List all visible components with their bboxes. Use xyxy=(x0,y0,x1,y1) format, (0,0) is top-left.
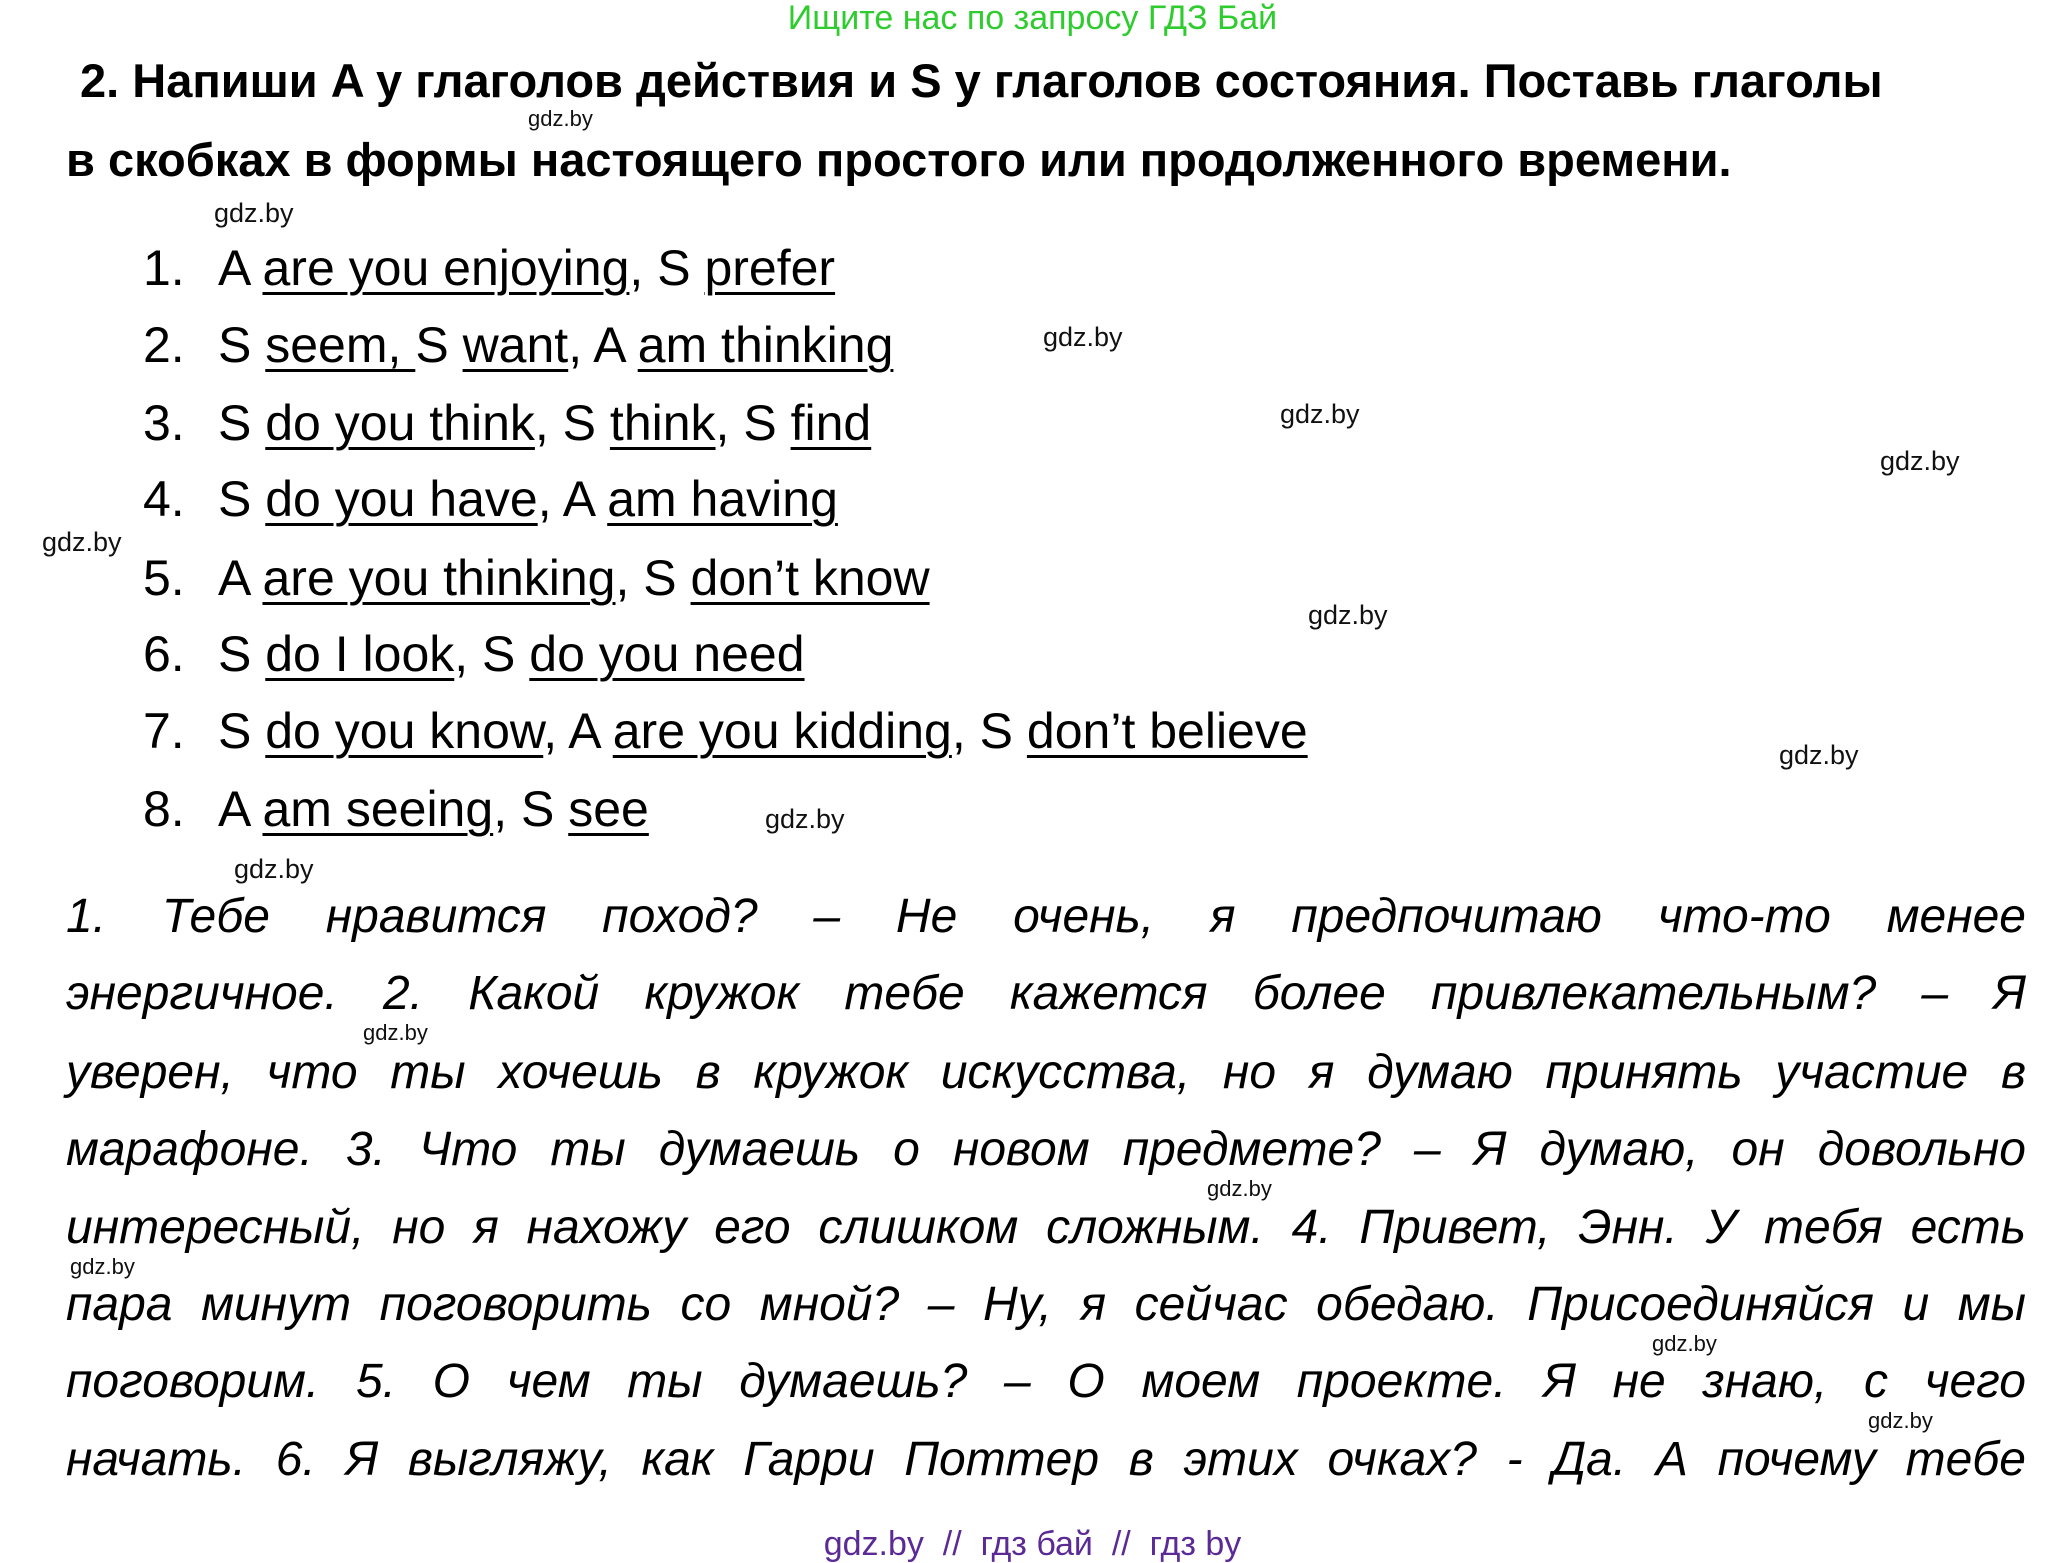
watermark: gdz.by xyxy=(1207,1176,1272,1201)
answer-item xyxy=(218,551,930,606)
verb-answer: don’t know xyxy=(690,550,930,606)
verb-type-label: S xyxy=(218,317,266,373)
answer-item xyxy=(218,472,838,527)
verb-answer: do you think xyxy=(265,395,535,451)
verb-type-label: S xyxy=(218,395,266,451)
watermark: gdz.by xyxy=(1308,600,1388,630)
verb-answer: find xyxy=(790,395,872,451)
answer-number: 2. xyxy=(143,317,185,373)
verb-type-label: , A xyxy=(568,317,638,373)
watermark: gdz.by xyxy=(1779,740,1859,770)
verb-type-label: , S xyxy=(493,781,569,837)
translation-line: поговорим. 5. О чем ты думаешь? – О моем проекте. Я не знаю, с чего xyxy=(66,1355,2026,1408)
verb-answer: am having xyxy=(607,471,838,527)
verb-answer: do you have xyxy=(265,471,538,527)
verb-answer: seem, xyxy=(265,317,416,373)
answer-item xyxy=(218,704,1308,759)
verb-answer: do you need xyxy=(529,626,805,682)
watermark: gdz.by xyxy=(765,804,845,834)
verb-type-label: A xyxy=(218,781,263,837)
footer-text: gdz.by // гдз бай // гдз by xyxy=(823,1525,1242,1563)
answer-item xyxy=(218,318,893,373)
verb-type-label: S xyxy=(218,471,266,527)
verb-answer: are you enjoying xyxy=(262,240,630,296)
watermark: gdz.by xyxy=(363,1020,428,1045)
watermark: gdz.by xyxy=(528,106,593,131)
answer-number: 7. xyxy=(143,703,185,759)
verb-type-label: , S xyxy=(951,703,1027,759)
verb-answer: see xyxy=(568,781,649,837)
verb-answer: do you know xyxy=(265,703,544,759)
verb-answer: think xyxy=(609,395,716,451)
verb-answer: want xyxy=(462,317,569,373)
watermark: gdz.by xyxy=(234,854,314,884)
verb-answer: are you kidding xyxy=(612,703,952,759)
translation-line: 1. Тебе нравится поход? – Не очень, я предпочитаю что-то менее xyxy=(66,890,2026,943)
verb-type-label: , S xyxy=(615,550,691,606)
watermark: gdz.by xyxy=(42,527,122,557)
watermark: gdz.by xyxy=(214,198,294,228)
search-hint: Ищите нас по запросу ГДЗ Бай xyxy=(787,0,1278,37)
verb-answer: are you thinking xyxy=(262,550,616,606)
verb-type-label: S xyxy=(218,626,266,682)
task-heading-line-2: в скобках в формы настоящего простого или продолженного времени. xyxy=(66,133,1732,186)
verb-type-label: , S xyxy=(629,240,705,296)
translation-line: энергичное. 2. Какой кружок тебе кажется более привлекательным? – Я xyxy=(66,967,2026,1020)
watermark: gdz.by xyxy=(1868,1408,1933,1433)
translation-line: начать. 6. Я выгляжу, как Гарри Поттер в этих очках? - Да. А почему тебе xyxy=(66,1433,2026,1486)
watermark: gdz.by xyxy=(1043,322,1123,352)
verb-answer: do I look xyxy=(265,626,455,682)
answer-number: 1. xyxy=(143,240,185,296)
verb-type-label: S xyxy=(415,317,463,373)
answer-number: 5. xyxy=(143,550,185,606)
translation-line: уверен, что ты хочешь в кружок искусства, но я думаю принять участие в xyxy=(66,1046,2026,1099)
translation-line: интересный, но я нахожу его слишком сложным. 4. Привет, Энн. У тебя есть xyxy=(66,1201,2026,1254)
task-heading-line-1: 2. Напиши A у глаголов действия и S у глаголов состояния. Поставь глаголы xyxy=(80,54,1883,107)
answer-item xyxy=(218,627,805,682)
watermark: gdz.by xyxy=(1280,399,1360,429)
answer-number: 3. xyxy=(143,395,185,451)
verb-answer: am seeing xyxy=(262,781,494,837)
answer-item xyxy=(218,396,871,451)
answer-number: 4. xyxy=(143,471,185,527)
verb-type-label: , S xyxy=(534,395,610,451)
translation-line: марафоне. 3. Что ты думаешь о новом предмете? – Я думаю, он довольно xyxy=(66,1123,2026,1176)
answer-item xyxy=(218,241,835,296)
footer-links xyxy=(0,1526,2065,1563)
verb-type-label: S xyxy=(218,703,266,759)
verb-type-label: , A xyxy=(543,703,613,759)
verb-type-label: A xyxy=(218,550,263,606)
watermark: gdz.by xyxy=(1652,1331,1717,1356)
answer-item xyxy=(218,782,649,837)
verb-answer: don’t believe xyxy=(1026,703,1308,759)
verb-type-label: , S xyxy=(454,626,530,682)
translation-line: пара минут поговорить со мной? – Ну, я сейчас обедаю. Присоединяйся и мы xyxy=(66,1278,2026,1331)
verb-answer: prefer xyxy=(704,240,836,296)
answer-number: 6. xyxy=(143,626,185,682)
verb-type-label: A xyxy=(218,240,263,296)
verb-type-label: , A xyxy=(537,471,608,527)
verb-answer: am thinking xyxy=(637,317,894,373)
answer-number: 8. xyxy=(143,781,185,837)
verb-type-label: , S xyxy=(715,395,791,451)
watermark: gdz.by xyxy=(1880,446,1960,476)
watermark: gdz.by xyxy=(70,1254,135,1279)
